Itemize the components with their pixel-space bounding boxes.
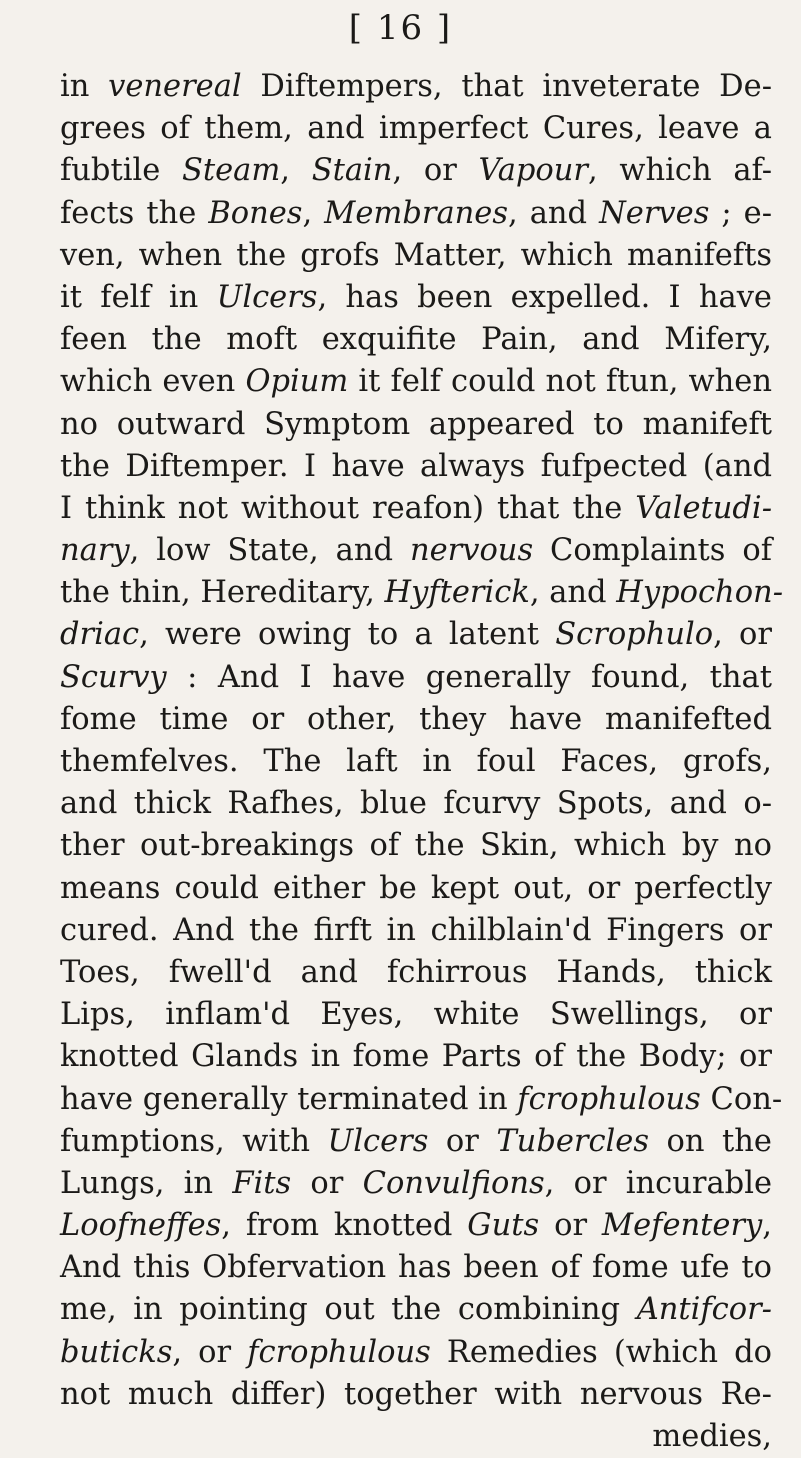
text-line — [60, 1163, 772, 1205]
text-run: fects the — [60, 195, 209, 231]
italic-text: Hypochon- — [616, 575, 784, 611]
text-run: Con- — [700, 1081, 783, 1117]
text-run: : And I have generally found, that — [166, 659, 772, 695]
text-line — [60, 910, 772, 952]
text-run: , and — [529, 575, 617, 611]
text-run: knotted Glands in fome Parts of the Body; or — [60, 1039, 772, 1075]
text-run: the thin, Hereditary, — [60, 575, 385, 611]
text-line — [60, 699, 772, 741]
text-run: me, in pointing out the combining — [60, 1292, 637, 1328]
text-run: it felf in — [60, 279, 217, 315]
text-run: the Diftemper. I have always fufpected (and — [60, 448, 772, 484]
italic-text: driac — [60, 617, 140, 653]
text-line — [60, 1289, 772, 1331]
text-run: means could either be kept out, or perfectly — [60, 870, 772, 906]
text-run: , — [762, 1208, 772, 1244]
text-run: cured. And the firft in chilblain'd Fingers or — [60, 912, 772, 948]
text-run: Diftempers, that inveterate De- — [241, 69, 772, 104]
italic-text: Loofneffes — [60, 1208, 222, 1244]
italic-text: Steam — [181, 153, 281, 189]
text-line — [60, 108, 772, 150]
italic-text: Vapour — [478, 153, 589, 189]
italic-text: Fits — [232, 1165, 292, 1201]
text-run: or — [539, 1208, 602, 1244]
text-line — [60, 361, 772, 403]
text-run: Lips, inflam'd Eyes, white Swellings, or — [60, 997, 772, 1033]
italic-text: Antifcor- — [636, 1292, 772, 1328]
text-run: feen the moft exquifite Pain, and Mifery, — [60, 322, 772, 358]
italic-text: Ulcers — [327, 1123, 429, 1159]
italic-text: Valetudi- — [635, 490, 772, 526]
text-run: , — [280, 153, 312, 189]
italic-text: Nerves — [599, 195, 710, 231]
text-run: , and — [508, 195, 600, 231]
text-line — [60, 150, 772, 192]
text-run: Complaints of — [533, 533, 772, 569]
text-line — [60, 783, 772, 825]
text-line — [60, 488, 772, 530]
text-line — [60, 1205, 772, 1247]
text-line — [60, 530, 772, 572]
text-run: I think not without reafon) that the — [60, 490, 636, 526]
text-run: themfelves. The laft in foul Faces, grofs, — [60, 744, 772, 779]
text-line — [60, 235, 772, 277]
italic-text: Bones — [208, 195, 303, 231]
text-run: and thick Rafhes, blue fcurvy Spots, and o- — [60, 786, 772, 822]
italic-text: buticks — [60, 1334, 173, 1370]
italic-text: Guts — [467, 1208, 540, 1244]
text-line — [60, 1079, 783, 1121]
italic-text: nary — [60, 533, 130, 569]
text-run: which even — [60, 364, 246, 400]
text-run: grees of them, and imperfect Cures, leave a — [60, 111, 772, 147]
text-line — [60, 1416, 772, 1458]
italic-text: Hyfterick — [384, 575, 530, 611]
text-run: have generally terminated in — [60, 1081, 518, 1117]
italic-text: Stain — [311, 153, 393, 189]
text-run: , has been expelled. I have — [317, 279, 772, 315]
text-line — [60, 952, 772, 994]
text-run: fubtile — [60, 153, 182, 189]
italic-text: nervous — [409, 533, 534, 569]
text-run: in — [60, 69, 109, 104]
text-run: , or — [713, 617, 772, 653]
text-run: Remedies (which do — [430, 1334, 772, 1370]
text-run: or — [291, 1165, 363, 1201]
text-run: , — [302, 195, 325, 231]
italic-text: Mefentery — [601, 1208, 763, 1244]
text-line — [60, 1247, 772, 1289]
body-text — [60, 66, 784, 1458]
text-line — [60, 1374, 772, 1416]
italic-text: Scurvy — [60, 659, 167, 695]
text-run: , from knotted — [221, 1208, 468, 1244]
text-run: Toes, fwell'd and fchirrous Hands, thick — [60, 954, 772, 990]
text-run: no outward Symptom appeared to manifeft — [60, 406, 772, 442]
text-run: , or incurable — [544, 1165, 772, 1201]
text-run: medies, — [652, 1419, 772, 1454]
text-line — [60, 994, 772, 1036]
italic-text: Tubercles — [496, 1123, 650, 1159]
italic-text: Scrophulo — [555, 617, 714, 653]
text-line — [60, 868, 772, 910]
text-run: on the — [649, 1123, 772, 1159]
text-run: ther out-breakings of the Skin, which by no — [60, 828, 772, 864]
text-line — [60, 1121, 772, 1163]
text-run: fome time or other, they have manifefted — [60, 701, 772, 737]
italic-text: Opium — [245, 364, 349, 400]
text-line — [60, 1332, 772, 1374]
text-line — [60, 741, 772, 783]
text-line — [60, 66, 772, 108]
text-line — [60, 319, 772, 361]
text-line — [60, 657, 772, 699]
italic-text: fcrophulous — [517, 1081, 701, 1117]
text-run: , were owing to a latent — [139, 617, 556, 653]
text-run: not much differ) together with nervous Re- — [60, 1376, 772, 1412]
text-run: Lungs, in — [60, 1165, 233, 1201]
page-number: [ 16 ] — [348, 8, 453, 48]
text-run: ven, when the grofs Matter, which manifefts — [60, 237, 772, 273]
text-run: it felf could not ftun, when — [348, 364, 772, 400]
text-run: , or — [172, 1334, 248, 1370]
text-line — [60, 825, 772, 867]
text-run: ; e- — [709, 195, 773, 231]
text-line — [60, 193, 772, 235]
text-line — [60, 277, 772, 319]
text-line — [60, 1036, 772, 1078]
italic-text: Ulcers — [216, 279, 318, 315]
text-run: , or — [392, 153, 479, 189]
italic-text: Convulfions — [362, 1165, 545, 1201]
italic-text: Membranes — [324, 195, 508, 231]
text-run: or — [428, 1123, 497, 1159]
text-run: And this Obfervation has been of fome ufe to — [60, 1250, 772, 1286]
text-run: fumptions, with — [60, 1123, 328, 1159]
text-line — [60, 614, 772, 656]
text-run: , which af- — [588, 153, 773, 189]
italic-text: venereal — [108, 69, 242, 104]
text-line — [60, 572, 784, 614]
text-run: , low State, and — [129, 533, 410, 569]
text-line — [60, 404, 772, 446]
text-line — [60, 446, 772, 488]
italic-text: fcrophulous — [247, 1334, 431, 1370]
